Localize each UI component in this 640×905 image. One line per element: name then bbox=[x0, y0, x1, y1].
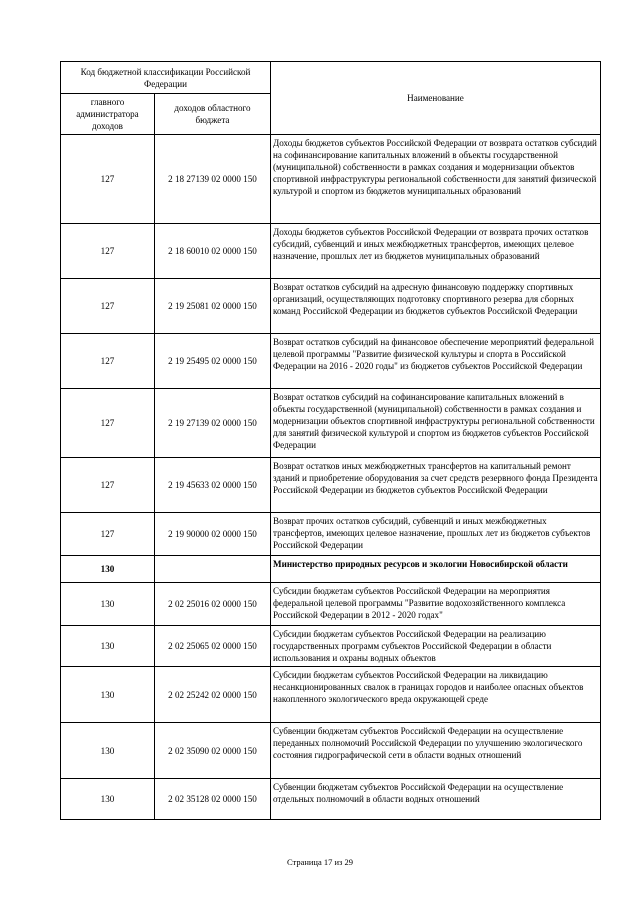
income-code-cell: 2 02 25016 02 0000 150 bbox=[155, 583, 271, 626]
income-code-cell: 2 19 25081 02 0000 150 bbox=[155, 279, 271, 334]
admin-code-cell: 127 bbox=[61, 458, 155, 513]
table-row bbox=[61, 135, 601, 224]
name-cell: Возврат прочих остатков субсидий, субвенций и иных межбюджетных трансфертов, имеющих целевое назначение, прошлых лет из бюджетов субъектов Российской Федерации bbox=[271, 513, 601, 556]
income-code-cell: 2 18 60010 02 0000 150 bbox=[155, 224, 271, 279]
table-row bbox=[61, 224, 601, 279]
admin-code-cell: 130 bbox=[61, 556, 155, 583]
admin-code-cell: 130 bbox=[61, 583, 155, 626]
income-code-cell: 2 02 25242 02 0000 150 bbox=[155, 667, 271, 723]
income-code-cell: 2 02 35128 02 0000 150 bbox=[155, 779, 271, 820]
admin-code-cell: 127 bbox=[61, 513, 155, 556]
name-cell: Субсидии бюджетам субъектов Российской Федерации на реализацию государственных программ субъектов Российской Федерации в области использования и охраны водных объектов bbox=[271, 626, 601, 667]
name-cell: Субвенции бюджетам субъектов Российской Федерации на осуществление отдельных полномочий в области водных отношений bbox=[271, 779, 601, 820]
table-row bbox=[61, 458, 601, 513]
header-income: доходов областного бюджета bbox=[155, 94, 271, 135]
income-code-cell: 2 02 25065 02 0000 150 bbox=[155, 626, 271, 667]
income-code-cell: 2 02 35090 02 0000 150 bbox=[155, 723, 271, 779]
admin-code-cell: 127 bbox=[61, 279, 155, 334]
admin-code-cell: 130 bbox=[61, 667, 155, 723]
budget-classification-table bbox=[60, 61, 601, 820]
table-row bbox=[61, 667, 601, 723]
table-row bbox=[61, 583, 601, 626]
table-row bbox=[61, 626, 601, 667]
income-code-cell: 2 18 27139 02 0000 150 bbox=[155, 135, 271, 224]
income-code-cell: 2 19 25495 02 0000 150 bbox=[155, 334, 271, 389]
admin-code-cell: 127 bbox=[61, 135, 155, 224]
name-cell: Субсидии бюджетам субъектов Российской Федерации на мероприятия федеральной целевой программы "Развитие водохозяйственного комплекса Российской Федерации в 2012 - 2020 годах" bbox=[271, 583, 601, 626]
name-cell: Субсидии бюджетам субъектов Российской Федерации на ликвидацию несанкционированных свалок в границах городов и наиболее опасных объектов накопленного экологического вреда окружающей среде bbox=[271, 667, 601, 723]
income-code-cell: 2 19 90000 02 0000 150 bbox=[155, 513, 271, 556]
table-row bbox=[61, 279, 601, 334]
table-row bbox=[61, 513, 601, 556]
table-row bbox=[61, 334, 601, 389]
income-code-cell: 2 19 27139 02 0000 150 bbox=[155, 389, 271, 458]
admin-code-cell: 130 bbox=[61, 723, 155, 779]
admin-code-cell: 127 bbox=[61, 389, 155, 458]
header-name: Наименование bbox=[271, 62, 601, 135]
table-row bbox=[61, 389, 601, 458]
page-footer: Страница 17 из 29 bbox=[286, 857, 354, 867]
header-admin: главного администратора доходов bbox=[61, 94, 155, 135]
name-cell: Министерство природных ресурсов и экологии Новосибирской области bbox=[271, 556, 601, 583]
admin-code-cell: 127 bbox=[61, 224, 155, 279]
table-row bbox=[61, 723, 601, 779]
name-cell: Возврат остатков субсидий на финансовое обеспечение мероприятий федеральной целевой программы "Развитие физической культуры и спорта в Российской Федерации на 2016 - 2020 годы" из бюджетов субъектов Российской Федерации bbox=[271, 334, 601, 389]
admin-code-cell: 127 bbox=[61, 334, 155, 389]
table-row bbox=[61, 779, 601, 820]
admin-code-cell: 130 bbox=[61, 626, 155, 667]
name-cell: Доходы бюджетов субъектов Российской Федерации от возврата остатков субсидий на софинансирование капитальных вложений в объекты государственной (муниципальной) собственности в рамках создания и модернизации объектов спортивной инфраструктуры региональной собственности для занятий физической культурой и спортом из бюджетов муниципальных образований bbox=[271, 135, 601, 224]
header-group-title: Код бюджетной классификации Российской Федерации bbox=[61, 62, 271, 94]
name-cell: Доходы бюджетов субъектов Российской Федерации от возврата прочих остатков субсидий, субвенций и иных межбюджетных трансфертов, имеющих целевое назначение, прошлых лет из бюджетов муниципальных образований bbox=[271, 224, 601, 279]
name-cell: Субвенции бюджетам субъектов Российской Федерации на осуществление переданных полномочий Российской Федерации по улучшению экологического состояния гидрографической сети в области водных отношений bbox=[271, 723, 601, 779]
admin-code-cell: 130 bbox=[61, 779, 155, 820]
header-row-top bbox=[61, 62, 601, 94]
name-cell: Возврат остатков субсидий на адресную финансовую поддержку спортивных организаций, осуществляющих подготовку спортивного резерва для сборных команд Российской Федерации из бюджетов субъектов Российской Федерации bbox=[271, 279, 601, 334]
income-code-cell bbox=[155, 556, 271, 583]
name-cell: Возврат остатков субсидий на софинансирование капитальных вложений в объекты государственной (муниципальной) собственности в рамках создания и модернизации объектов спортивной инфраструктуры региональной собственности для занятий физической культурой и спортом из бюджетов субъектов Российской Федерации bbox=[271, 389, 601, 458]
table-row bbox=[61, 556, 601, 583]
income-code-cell: 2 19 45633 02 0000 150 bbox=[155, 458, 271, 513]
name-cell: Возврат остатков иных межбюджетных трансфертов на капитальный ремонт зданий и приобретение оборудования за счет средств резервного фонда Президента Российской Федерации из бюджетов субъектов Российской Федерации bbox=[271, 458, 601, 513]
